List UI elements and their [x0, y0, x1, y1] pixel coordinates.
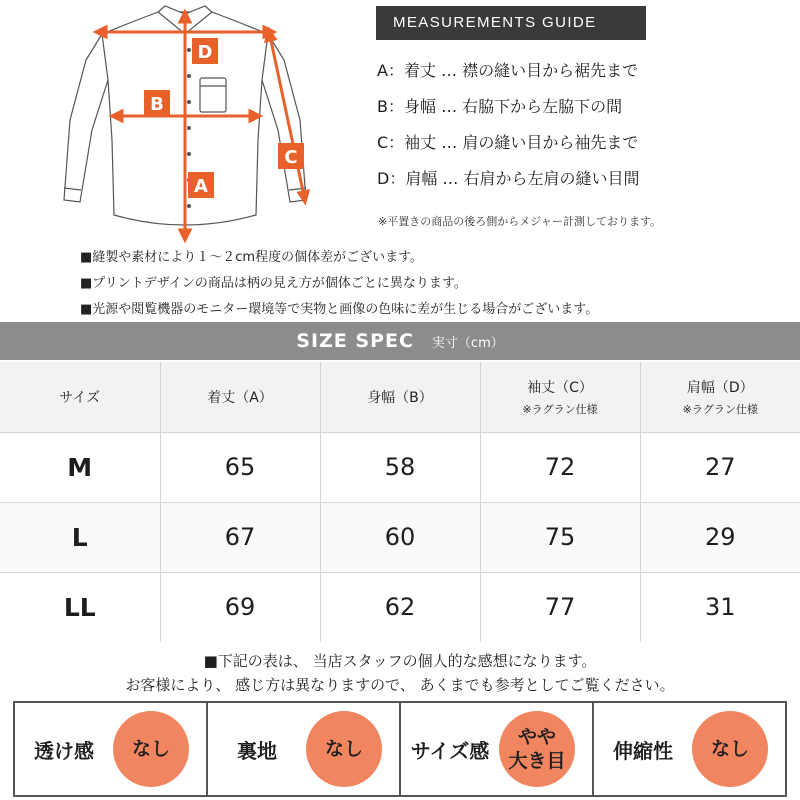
fabric-feel-table — [13, 701, 787, 797]
value-cell: 67 — [160, 502, 320, 572]
notice-item: ■縫製や素材により１～２cm程度の個体差がございます。 — [80, 250, 424, 265]
size-spec-header — [0, 322, 800, 360]
feel-item-size-feel — [401, 703, 594, 795]
value-cell: 72 — [480, 432, 640, 502]
feel-note-line: ■下記の表は、 当店スタッフの個人的な感想になります。 — [203, 652, 597, 670]
table-row — [0, 432, 800, 502]
value-cell: 29 — [640, 502, 800, 572]
feel-item-stretch — [594, 703, 785, 795]
header-length: 着丈（A） — [160, 362, 320, 432]
table-row — [0, 502, 800, 572]
svg-text:C: C — [284, 147, 298, 168]
feel-value-badge: やや 大き目 — [499, 711, 575, 787]
measurement-label-a — [188, 172, 214, 198]
value-cell: 77 — [480, 572, 640, 642]
feel-label: 裏地 — [237, 738, 277, 763]
measurements-guide-title: MEASUREMENTS GUIDE — [376, 6, 646, 40]
notice-item: ■プリントデザインの商品は柄の見え方が個体ごとに異なります。 — [80, 276, 467, 291]
feel-value-badge: なし — [692, 711, 768, 787]
size-spec-table — [0, 362, 800, 642]
svg-text:D: D — [197, 42, 213, 63]
size-spec-unit: 実寸（cm） — [431, 335, 504, 351]
header-size: サイズ — [0, 362, 160, 432]
value-cell: 60 — [320, 502, 480, 572]
measurement-label-c — [278, 143, 304, 169]
table-header-row — [0, 362, 800, 432]
header-shoulder: 肩幅（D） ※ラグラン仕様 — [640, 362, 800, 432]
feel-label: 透け感 — [34, 738, 94, 763]
size-spec-title: SIZE SPEC — [296, 330, 414, 352]
feel-note-line: お客様により、 感じ方は異なりますので、 あくまでも参考としてご覧ください。 — [125, 676, 675, 694]
svg-text:B: B — [150, 94, 164, 115]
value-cell: 69 — [160, 572, 320, 642]
feel-value-badge: なし — [306, 711, 382, 787]
feel-value-badge: なし — [113, 711, 189, 787]
feel-item-transparency — [15, 703, 208, 795]
value-cell: 65 — [160, 432, 320, 502]
notice-item: ■光源や閲覧機器のモニター環境等で実物と画像の色味に差が生じる場合がございます。 — [80, 302, 599, 317]
header-width: 身幅（B） — [320, 362, 480, 432]
measurement-label-b — [144, 90, 170, 116]
shirt-measurement-diagram — [40, 0, 340, 250]
svg-text:A: A — [194, 176, 208, 197]
value-cell: 62 — [320, 572, 480, 642]
header-sleeve: 袖丈（C） ※ラグラン仕様 — [480, 362, 640, 432]
feel-label: 伸縮性 — [613, 738, 673, 763]
value-cell: 27 — [640, 432, 800, 502]
guide-item-b: B：身幅 … 右脇下から左脇下の間 — [377, 97, 623, 116]
feel-item-lining — [208, 703, 401, 795]
guide-note: ※平置きの商品の後ろ側からメジャー計測しております。 — [378, 215, 662, 228]
value-cell: 75 — [480, 502, 640, 572]
size-cell: M — [0, 432, 160, 502]
size-cell: L — [0, 502, 160, 572]
guide-item-c: C：袖丈 … 肩の縫い目から袖先まで — [377, 133, 639, 152]
value-cell: 31 — [640, 572, 800, 642]
guide-item-d: D：肩幅 … 右肩から左肩の縫い目間 — [377, 169, 640, 188]
value-cell: 58 — [320, 432, 480, 502]
measurement-label-d — [192, 38, 218, 64]
feel-label: サイズ感 — [410, 738, 490, 763]
guide-item-a: A：着丈 … 襟の縫い目から裾先まで — [377, 61, 639, 80]
size-cell: LL — [0, 572, 160, 642]
table-row — [0, 572, 800, 642]
